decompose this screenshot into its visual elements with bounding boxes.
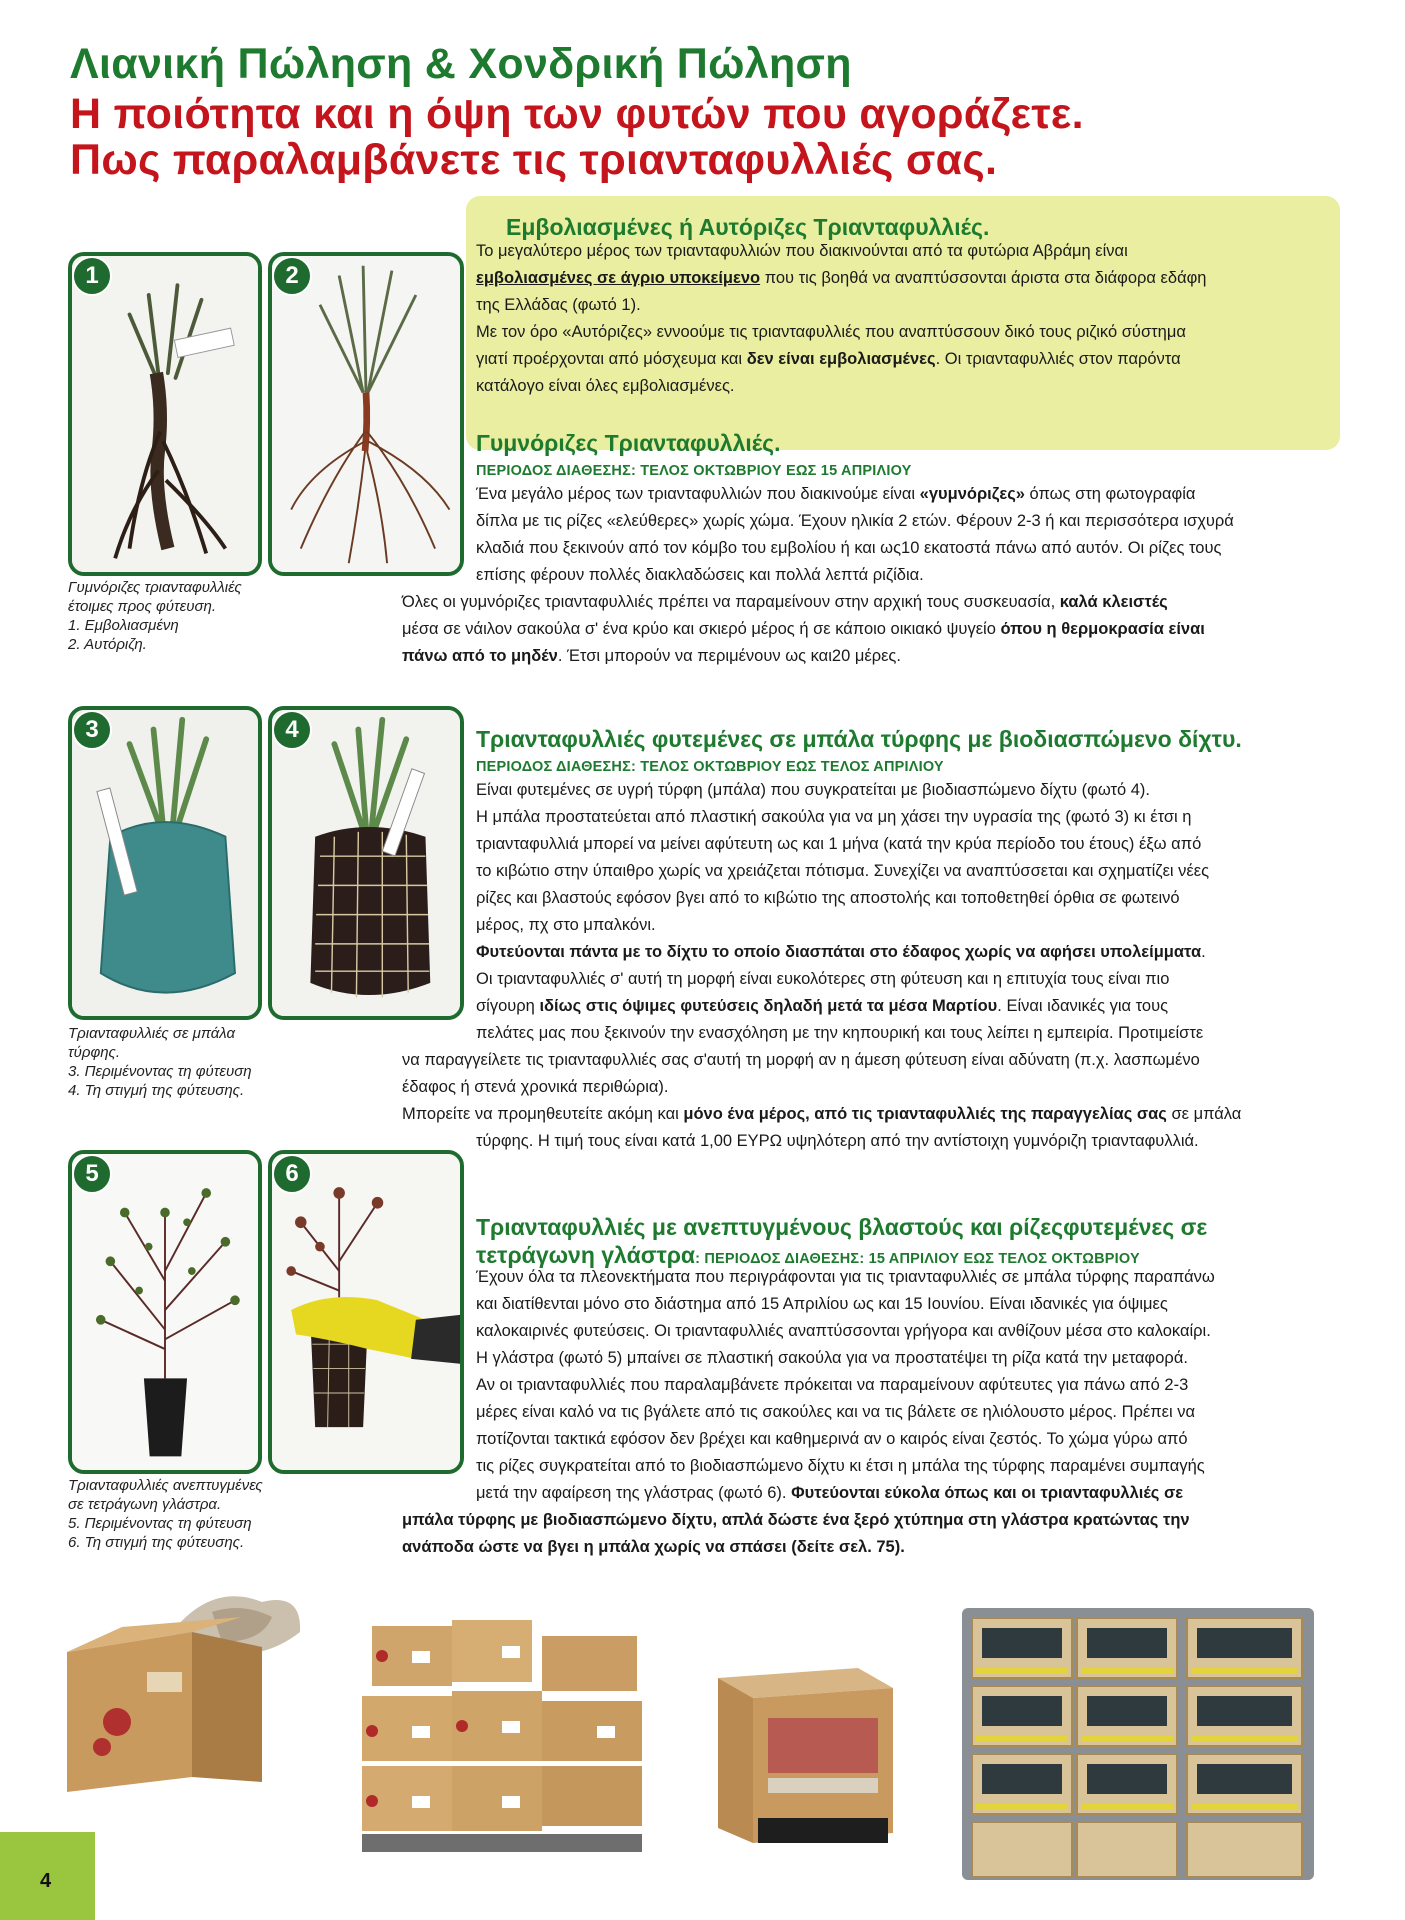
section-heading-peat-ball: Τριανταφυλλιές φυτεμένες σε μπάλα τύρφης με βιοδιασπώμενο δίχτυ. <box>476 726 1242 752</box>
section-heading-potted-line2: τετράγωνη γλάστρα: ΠΕΡΙΟΔΟΣ ΔΙΑΘΕΣΗΣ: 15 ΑΠΡΙΛΙΟΥ ΕΩΣ ΤΕΛΟΣ ΟΚΤΩΒΡΙΟΥ <box>476 1242 1140 1268</box>
section-text-bare-root-b: Όλες οι γυμνόριζες τριανταφυλλιές πρέπει να παραμείνουν στην αρχική τους συσκευασία, καλά κλειστές μέσα σε νάιλον σακούλα σ' ένα κρύο και σκιερό μέρος ή σε κάποιο οικιακό ψυγείο όπου η θερμοκρασία είναι πάνω από το μηδέν. Έτσι μπορούν να περιμένουν ως και20 μέρες. <box>402 593 1205 665</box>
section-text-peat-ball-a: Είναι φυτεμένες σε υγρή τύρφη (μπάλα) που συγκρατείται με βιοδιασπώμενο δίχτυ (φωτό 4). Η μπάλα προστατεύεται από πλαστική σακούλα για να μη χάσει την υγρασία της (φωτό 3) κι έτσι η τριανταφυλλιά μπορεί να μείνει αφύτευτη ως και 1 μήνα (κατά την κρύα περίοδο του έτους) έξω από το κιβώτιο στην ύπαιθρο χωρίς να χρειάζεται πότισμα. Συνεχίζει να αναπτύσσεται και σχηματίζει νέες ρίζες και βλαστούς εφόσον βγει από το κιβώτιο της αποστολής και τοποθετηθεί όρθια σε φωτεινό μέρος, πχ στο μπαλκόνι. Φυτεύονται πάντα με το δίχτυ το οποίο διασπάται στο έδαφος χωρίς να αφήσει υπολείμματα. Οι τριανταφυλλιές σ' αυτή τη μορφή είναι ευκολότερες στη φύτευση και η επιτυχία τους είναι πιο σίγουρη ιδίως στις όψιμες φυτεύσεις δηλαδή μετά τα μέσα Μαρτίου. Είναι ιδανικές για τους πελάτες μας που ξεκινούν την ενασχόληση με την κηπουρική και τους λείπει η εμπειρία. Προτιμείστε <box>476 781 1210 1042</box>
availability-period-peat-ball: ΠΕΡΙΟΔΟΣ ΔΙΑΘΕΣΗΣ: ΤΕΛΟΣ ΟΚΤΩΒΡΙΟΥ ΕΩΣ ΤΕΛΟΣ ΑΠΡΙΛΙΟΥ <box>476 759 944 775</box>
section-text-potted-b: μπάλα τύρφης με βιοδιασπώμενο δίχτυ, απλά δώστε ένα ξερό χτύπημα στη γλάστρα κρατώντας την ανάποδα ώστε να βγει η μπάλα χωρίς να σπάσει (δείτε σελ. 75). <box>402 1511 1190 1556</box>
photo-number-badge-4: 4 <box>272 710 312 750</box>
section-heading-grafted: Εμβολιασμένες ή Αυτόριζες Τριανταφυλλιές. <box>506 214 990 240</box>
section-text-peat-ball-b: να παραγγείλετε τις τριανταφυλλιές σας σ'αυτή τη μορφή αν η άμεση φύτευση είναι αδύνατη (π.χ. λασπωμένο έδαφος ή στενά χρονικά περιθώρια). Μπορείτε να προμηθευτείτε ακόμη και μόνο ένα μέρος, από τις τριανταφυλλιές της παραγγελίας σας σε μπάλα <box>402 1051 1242 1123</box>
photo-3-peat-ball-bagged <box>68 706 262 1020</box>
photo-6-pot-removal <box>268 1150 464 1474</box>
caption-photos-3-4: Τριανταφυλλιές σε μπάλα τύρφης. 3. Περιμένοντας τη φύτευση 4. Τη στιγμή της φύτευσης. <box>68 1025 252 1099</box>
photo-stacked-crates <box>962 1608 1314 1880</box>
page-number: 4 <box>40 1870 52 1892</box>
section-text-grafted: Το μεγαλύτερο μέρος των τριανταφυλλιών που διακινούνται από τα φυτώρια Αβράμη είναι εμβολιασμένες σε άγριο υποκείμενο που τις βοηθά να αναπτύσσονται άριστα στα διάφορα εδάφη της Ελλάδας (φωτό 1). Με τον όρο «Αυτόριζες» εννοούμε τις τριανταφυλλιές που αναπτύσσουν δικό τους ριζικό σύστημα γιατί προέρχονται από μόσχευμα και δεν είναι εμβολιασμένες. Οι τριανταφυλλιές στον παρόντα κατάλογο είναι όλες εμβολιασμένες. <box>476 242 1207 395</box>
availability-period-bare-root: ΠΕΡΙΟΔΟΣ ΔΙΑΘΕΣΗΣ: ΤΕΛΟΣ ΟΚΤΩΒΡΙΟΥ ΕΩΣ 15 ΑΠΡΙΛΙΟΥ <box>476 463 912 479</box>
header-title-line3: Πως παραλαμβάνετε τις τριανταφυλλιές σας. <box>70 136 998 184</box>
section-text-potted-a: Έχουν όλα τα πλεονεκτήματα που περιγράφονται για τις τριανταφυλλιές σε μπάλα τύρφης παραπάνω και διατίθενται μόνο στο διάστημα από 15 Απριλίου ως και 15 Ιουνίου. Είναι ιδανικές για όψιμες καλοκαιρινές φυτεύσεις. Οι τριανταφυλλιές αναπτύσσονται γρήγορα και ανθίζουν μέσα στο καλοκαίρι. Η γλάστρα (φωτό 5) μπαίνει σε πλαστική σακούλα για να προστατέψει τη ρίζα κατά την μεταφορά. Αν οι τριανταφυλλιές που παραλαμβάνετε πρόκειται να παραμείνουν αφύτευτες για πάνω από 2-3 μέρες είναι καλό να τις βγάλετε από τις σακούλες και να τις βάλετε σε ηλιόλουστο μέρος. Πρέπει να ποτίζονται τακτικά εφόσον δεν βρέχει και καθημερινά αν ο καιρός είναι ζεστός. Το χώμα γύρω από τις ρίζες συγκρατείται από το βιοδιασπώμενο δίχτυ κι έτσι η μπάλα της τύρφης παραμένει συμπαγής μετά την αφαίρεση της γλάστρας (φωτό 6). Φυτεύονται εύκολα όπως και οι τριανταφυλλιές σε <box>476 1268 1215 1502</box>
photo-pallet-boxes <box>352 1606 652 1860</box>
caption-photos-5-6: Τριανταφυλλιές ανεπτυγμένες σε τετράγωνη γλάστρα. 5. Περιμένοντας τη φύτευση 6. Τη στιγμή της φύτευσης. <box>68 1477 263 1551</box>
photo-1-grafted-rose <box>68 252 262 576</box>
photo-number-badge-1: 1 <box>72 256 112 296</box>
header-title-line1: Λιανική Πώληση & Χονδρική Πώληση <box>70 40 852 88</box>
photo-2-own-root-rose <box>268 252 464 576</box>
photo-5-potted-rose <box>68 1150 262 1474</box>
photo-number-badge-3: 3 <box>72 710 112 750</box>
photo-open-shipping-box <box>62 1572 312 1792</box>
photo-number-badge-5: 5 <box>72 1154 112 1194</box>
photo-number-badge-6: 6 <box>272 1154 312 1194</box>
photo-4-peat-ball-net <box>268 706 464 1020</box>
photo-number-badge-2: 2 <box>272 256 312 296</box>
caption-photos-1-2: Γυμνόριζες τριανταφυλλιές έτοιμες προς φύτευση. 1. Εμβολιασμένη 2. Αυτόριζη. <box>68 579 242 653</box>
section-heading-bare-root: Γυμνόριζες Τριανταφυλλιές. <box>476 430 781 456</box>
section-text-peat-ball-c: τύρφης. Η τιμή τους είναι κατά 1,00 ΕΥΡΩ υψηλότερη από την αντίστοιχη γυμνόριζη τριανταφυλλιά. <box>476 1132 1199 1150</box>
header-title-line2: Η ποιότητα και η όψη των φυτών που αγοράζετε. <box>70 90 1084 138</box>
photo-single-box <box>708 1648 898 1852</box>
section-heading-potted: Τριανταφυλλιές με ανεπτυγμένους βλαστούς και ρίζεςφυτεμένες σε <box>476 1214 1208 1240</box>
section-text-bare-root-a: Ένα μεγάλο μέρος των τριανταφυλλιών που διακινούμε είναι «γυμνόριζες» όπως στη φωτογραφία δίπλα με τις ρίζες «ελεύθερες» χωρίς χώμα. Έχουν ηλικία 2 ετών. Φέρουν 2-3 ή και περισσότερα ισχυρά κλαδιά που ξεκινούν από τον κόμβο του εμβολίου ή και ως10 εκατοστά πάνω από αυτόν. Οι ρίζες τους επίσης φέρουν πολλές διακλαδώσεις και πολλά λεπτά ριζίδια. <box>476 485 1234 584</box>
